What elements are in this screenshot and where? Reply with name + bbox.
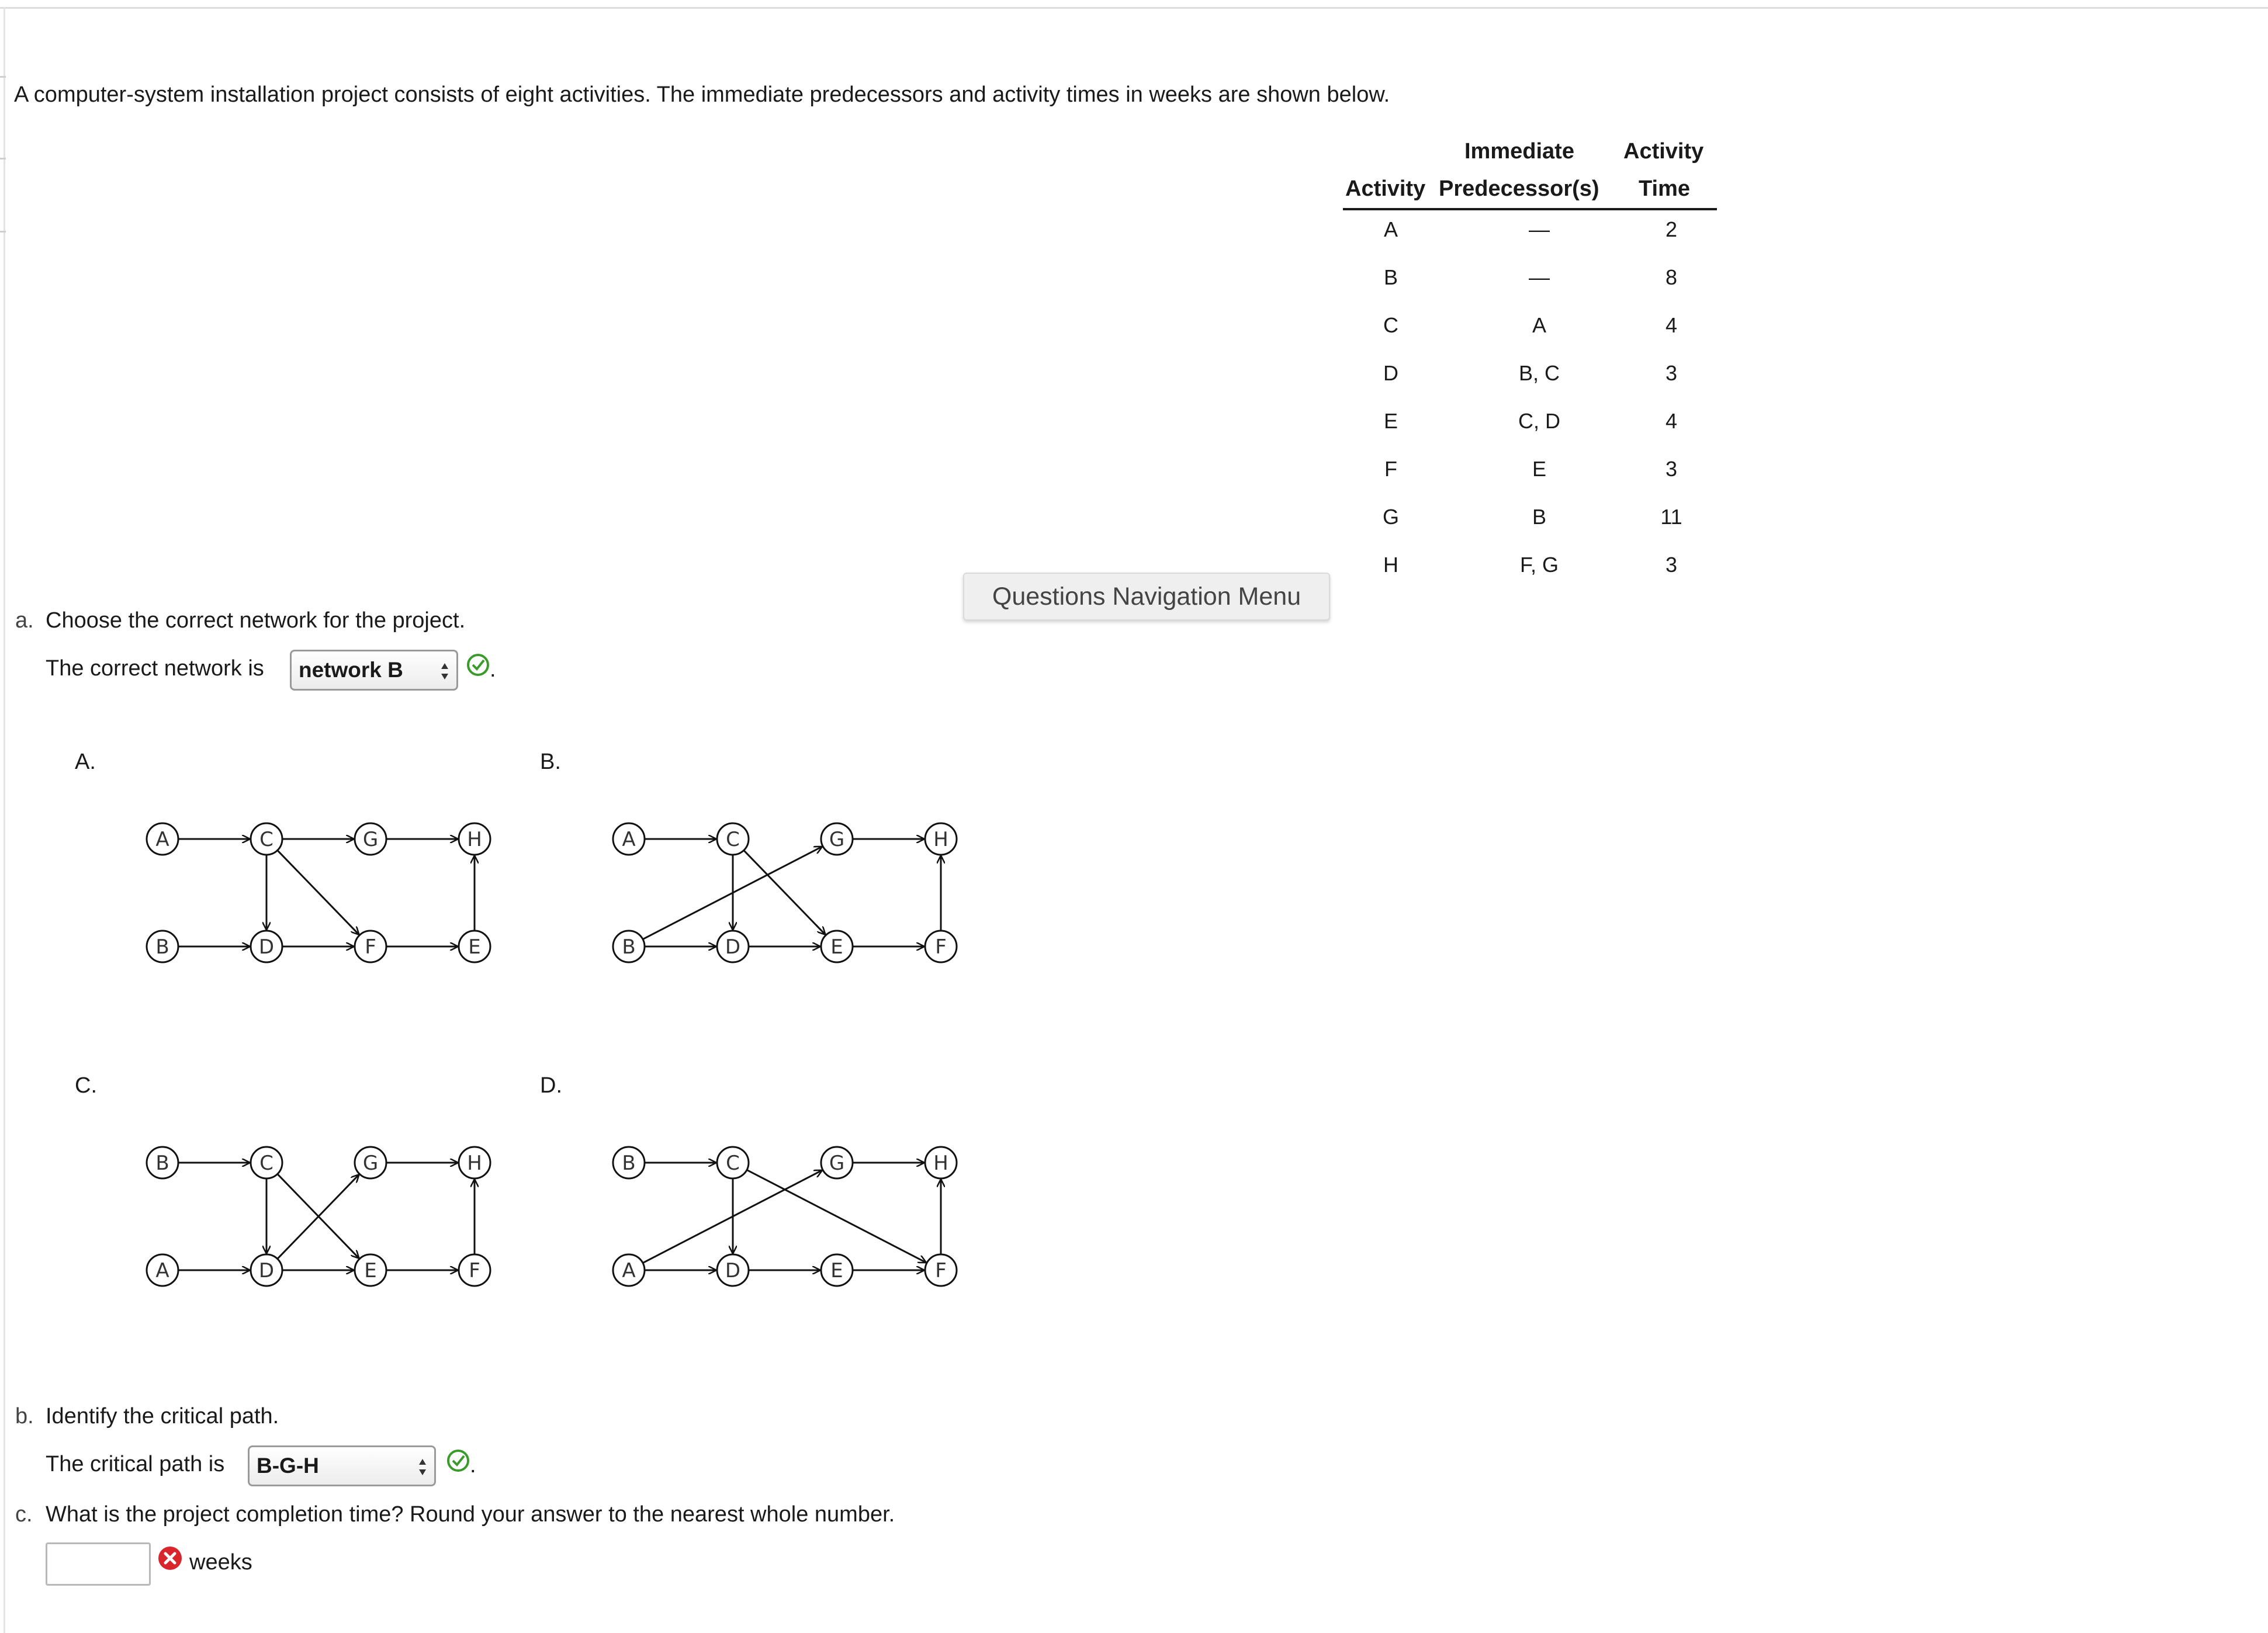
incorrect-x-icon	[158, 1546, 182, 1570]
network-node-label: F	[365, 935, 376, 959]
network-node-label: E	[830, 1259, 843, 1282]
correct-check-icon	[465, 652, 491, 678]
table-cell-pred: E	[1532, 457, 1546, 481]
network-node-label: B	[155, 1152, 169, 1175]
table-cell-time: 3	[1665, 361, 1678, 385]
network-c-diagram	[117, 1124, 526, 1299]
network-node-label: G	[362, 828, 379, 851]
network-c-label: C.	[75, 1073, 97, 1098]
network-node-label: C	[726, 828, 740, 851]
network-node-label: F	[935, 1259, 947, 1282]
header-immediate: Immediate	[1464, 139, 1574, 164]
weeks-unit: weeks	[189, 1550, 252, 1575]
table-cell-time: 4	[1665, 409, 1678, 433]
table-cell-activity: B	[1383, 265, 1398, 289]
network-a-label: A.	[75, 750, 96, 774]
network-select[interactable]	[290, 650, 458, 691]
table-cell-time: 3	[1665, 553, 1678, 577]
network-node-label: G	[362, 1152, 379, 1175]
part-a-prompt: The correct network is	[46, 656, 264, 681]
part-b-prompt: The critical path is	[46, 1452, 225, 1476]
network-node-label: G	[829, 1152, 845, 1175]
network-d-label: D.	[540, 1073, 562, 1098]
table-cell-time: 2	[1665, 217, 1678, 241]
network-node-label: C	[726, 1152, 740, 1175]
table-cell-pred: —	[1529, 265, 1550, 289]
left-border	[4, 7, 5, 1633]
network-node-label: F	[469, 1259, 480, 1282]
table-cell-time: 8	[1665, 265, 1678, 289]
network-node-label: D	[258, 1259, 275, 1282]
questions-navigation-menu-button[interactable]: Questions Navigation Menu	[963, 573, 1330, 620]
table-cell-activity: G	[1382, 505, 1399, 529]
network-b-diagram	[583, 800, 992, 976]
table-cell-time: 3	[1665, 457, 1678, 481]
network-node-label: E	[468, 935, 481, 959]
network-d-diagram	[583, 1124, 992, 1299]
network-node-label: B	[622, 935, 636, 959]
network-node-label: D	[725, 1259, 741, 1282]
network-node-label: A	[155, 1259, 169, 1282]
network-node-label: H	[467, 828, 482, 851]
network-node-label: A	[155, 828, 169, 851]
network-node-label: H	[467, 1152, 482, 1175]
top-border	[0, 7, 2268, 9]
header-rule	[1343, 208, 1717, 210]
network-node-label: D	[258, 935, 275, 959]
table-cell-pred: B, C	[1518, 361, 1560, 385]
network-select-value: network B	[299, 658, 403, 682]
part-c-question: What is the project completion time? Round your answer to the nearest whole number.	[46, 1502, 895, 1527]
network-edge	[747, 1170, 926, 1262]
table-cell-time: 11	[1660, 505, 1682, 529]
network-node-label: C	[259, 1152, 273, 1175]
header-time: Time	[1639, 176, 1691, 201]
table-cell-activity: C	[1383, 313, 1398, 337]
network-node-label: A	[622, 828, 636, 851]
select-arrows-icon	[440, 660, 449, 683]
table-cell-pred: A	[1532, 313, 1546, 337]
network-b-label: B.	[540, 750, 561, 774]
select-arrows-icon	[418, 1455, 427, 1479]
table-cell-activity: A	[1383, 217, 1398, 241]
network-node-label: F	[935, 935, 947, 959]
network-edge	[278, 850, 359, 934]
network-edge	[744, 850, 825, 934]
part-a-marker: a.	[15, 608, 34, 633]
part-c-marker: c.	[15, 1502, 33, 1527]
part-a-period: .	[490, 657, 496, 682]
network-node-label: G	[829, 828, 845, 851]
header-activity-top: Activity	[1623, 139, 1704, 164]
network-node-label: H	[933, 1152, 948, 1175]
network-node-label: A	[622, 1259, 636, 1282]
part-b-period: .	[470, 1453, 476, 1478]
network-node-label: E	[364, 1259, 377, 1282]
part-b-question: Identify the critical path.	[46, 1404, 279, 1429]
table-cell-activity: E	[1383, 409, 1398, 433]
margin-tick	[0, 231, 6, 233]
intro-text: A computer-system installation project consists of eight activities. The immediate predecessors and activity times in weeks are shown below.	[14, 82, 1390, 107]
network-node-label: D	[725, 935, 741, 959]
network-node-label: E	[830, 935, 843, 959]
table-cell-activity: H	[1383, 553, 1398, 577]
network-node-label: H	[933, 828, 948, 851]
network-node-label: B	[155, 935, 169, 959]
correct-check-icon	[445, 1448, 471, 1473]
part-b-marker: b.	[15, 1404, 34, 1429]
table-cell-time: 4	[1665, 313, 1678, 337]
completion-time-input[interactable]	[46, 1542, 151, 1586]
margin-tick	[0, 158, 6, 160]
header-activity: Activity	[1345, 176, 1426, 201]
table-cell-activity: D	[1383, 361, 1398, 385]
network-node-label: B	[622, 1152, 636, 1175]
table-cell-pred: —	[1529, 217, 1550, 241]
critical-path-select-value: B-G-H	[257, 1454, 319, 1478]
table-cell-pred: C, D	[1518, 409, 1560, 433]
margin-tick	[0, 76, 6, 78]
table-cell-activity: F	[1384, 457, 1397, 481]
network-node-label: C	[259, 828, 273, 851]
part-a-question: Choose the correct network for the project.	[46, 608, 466, 633]
critical-path-select[interactable]	[248, 1445, 436, 1486]
header-predecessors: Predecessor(s)	[1439, 176, 1599, 201]
table-cell-pred: B	[1532, 505, 1546, 529]
table-cell-pred: F, G	[1519, 553, 1559, 577]
network-a-diagram	[117, 800, 526, 976]
